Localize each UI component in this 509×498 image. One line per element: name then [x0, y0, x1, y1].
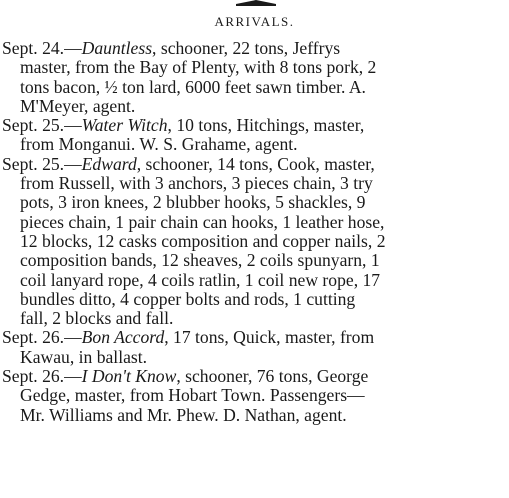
entry-date: Sept. 26.— [2, 366, 82, 387]
entry-line: pots, 3 iron knees, 2 blubber hooks, 5 shackles, 9 [20, 192, 366, 213]
entry-date: Sept. 25.— [2, 153, 82, 174]
entry-details: , schooner, 22 tons, Jeffrys [152, 38, 341, 58]
entry-line: from Monganui. W. S. Grahame, agent. [20, 134, 298, 155]
entry-first-line [2, 155, 509, 174]
ship-name: Bon Accord [81, 327, 165, 348]
entry-date: Sept. 24.— [2, 38, 82, 58]
entry-date: Sept. 25.— [2, 115, 82, 136]
ornament-rule-bar [236, 4, 276, 6]
arrival-entry [2, 39, 509, 116]
ship-name: Edward [81, 153, 137, 174]
entry-details: , schooner, 14 tons, Cook, master, [136, 153, 375, 174]
entry-first-line [2, 39, 509, 58]
entry-line: bundles ditto, 4 copper bolts and rods, 1 cutting [20, 288, 356, 309]
arrival-entry [2, 155, 509, 329]
entry-line: M'Meyer, agent. [20, 95, 136, 116]
entry-line: from Russell, with 3 anchors, 3 pieces chain, 3 try [20, 173, 373, 194]
arrival-entry [2, 367, 509, 425]
entry-line: Gedge, master, from Hobart Town. Passengers— [20, 385, 365, 406]
entry-line: tons bacon, ½ ton lard, 6000 feet sawn timber. A. [20, 76, 366, 97]
ship-name: I Don't Know [81, 366, 177, 387]
section-heading: ARRIVALS. [214, 14, 295, 29]
arrival-entry [2, 328, 509, 367]
arrivals-list [2, 39, 509, 425]
ship-name: Dauntless [81, 38, 153, 58]
entry-line: pieces chain, 1 pair chain can hooks, 1 leather hose, [20, 211, 385, 232]
entry-details: , 10 tons, Hitchings, master, [167, 115, 365, 136]
ship-name: Water Witch [81, 115, 168, 136]
entry-first-line [2, 328, 509, 347]
entry-details: , schooner, 76 tons, George [176, 366, 369, 387]
entry-first-line [2, 116, 509, 135]
entry-line: composition bands, 12 sheaves, 2 coils spunyarn, 1 [20, 250, 380, 271]
entry-line: Kawau, in ballast. [20, 346, 148, 367]
entry-date: Sept. 26.— [2, 327, 82, 348]
entry-line: master, from the Bay of Plenty, with 8 tons pork, 2 [20, 57, 377, 78]
entry-details: , 17 tons, Quick, master, from [164, 327, 375, 348]
entry-line: Mr. Williams and Mr. Phew. D. Nathan, agent. [20, 404, 347, 425]
entry-line: coil lanyard rope, 4 coils ratlin, 1 coil new rope, 17 [20, 269, 381, 290]
entry-line: fall, 2 blocks and fall. [20, 308, 174, 329]
entry-first-line [2, 367, 509, 386]
arrival-entry [2, 116, 509, 155]
entry-line: 12 blocks, 12 casks composition and copper nails, 2 [20, 230, 386, 251]
